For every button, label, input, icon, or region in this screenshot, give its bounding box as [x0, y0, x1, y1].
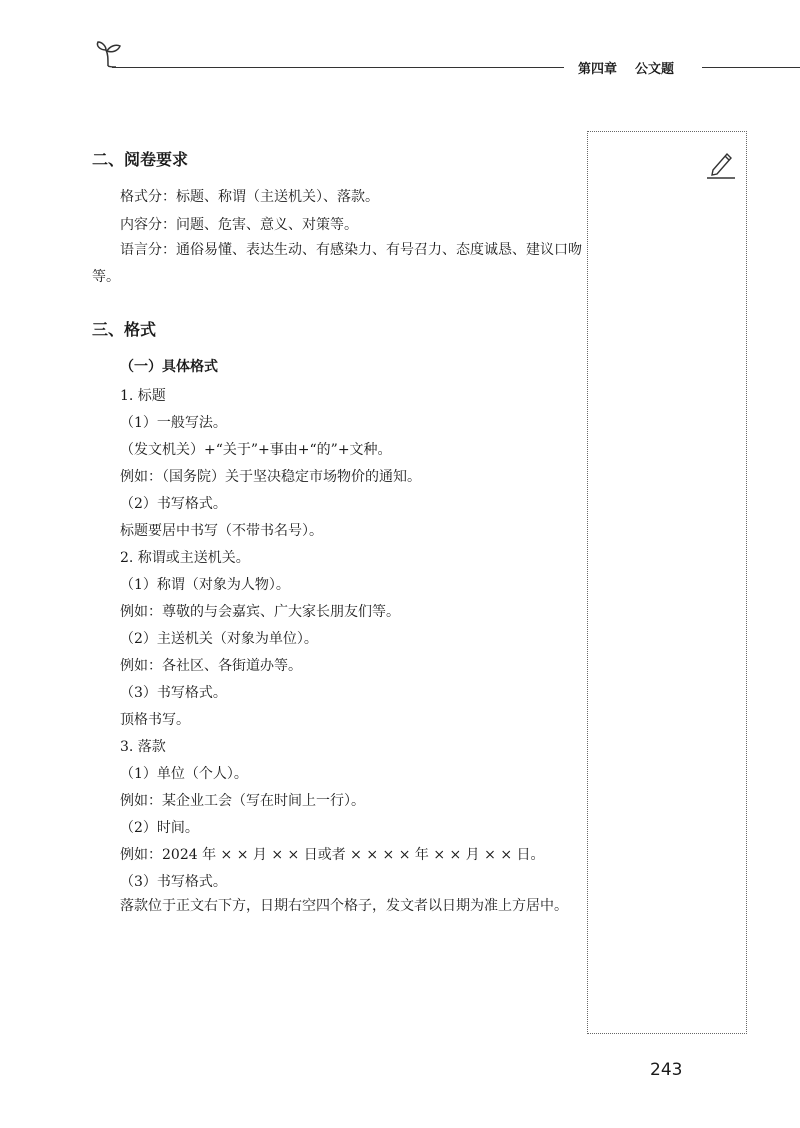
sprout-icon [92, 38, 124, 70]
chapter-header [578, 58, 692, 77]
signature-placement-paragraph: 落款位于正文右下方，日期右空四个格子，发文者以日期为准上方居中。 [120, 898, 568, 914]
item-date-example: 例如：2024 年 × × 月 × × 日或者 × × × × 年 × × 月 × × 日。 [120, 847, 545, 863]
item-flush-left: 顶格书写。 [120, 712, 190, 728]
item-recipient-org: （2）主送机关（对象为单位）。 [120, 631, 318, 647]
item-example: 例如：（国务院）关于坚决稳定市场物价的通知。 [120, 469, 421, 485]
notes-box [587, 131, 747, 1034]
chapter-number: 第四章 [578, 62, 618, 77]
item-general-form: （1）一般写法。 [120, 415, 227, 431]
item-formula: （发文机关）+“关于”+事由+“的”+文种。 [120, 442, 392, 458]
item-writing-format: （3）书写格式。 [120, 685, 227, 701]
item-salutation-person: （1）称谓（对象为人物）。 [120, 577, 290, 593]
item-writing-format: （2）书写格式。 [120, 496, 227, 512]
grading-item-format: 格式分：标题、称谓（主送机关）、落款。 [120, 189, 379, 205]
pencil-icon [705, 148, 737, 180]
grading-item-language: 语言分：通俗易懂、表达生动、有感染力、有号召力、态度诚恳、建议口吻等。 [92, 242, 582, 285]
header-rule-left [112, 67, 564, 68]
page-number: 243 [650, 1060, 683, 1080]
item-title: 1. 标题 [120, 388, 166, 404]
item-signature: 3. 落款 [120, 739, 166, 755]
item-example: 例如：尊敬的与会嘉宾、广大家长朋友们等。 [120, 604, 400, 620]
item-unit: （1）单位（个人）。 [120, 766, 248, 782]
item-time: （2）时间。 [120, 820, 199, 836]
header-rule-right [702, 67, 800, 68]
item-center-title: 标题要居中书写（不带书名号）。 [120, 523, 323, 539]
section-heading-2: 二、阅卷要求 [92, 150, 189, 169]
section-heading-3: 三、格式 [92, 320, 157, 339]
item-example: 例如：某企业工会（写在时间上一行）。 [120, 793, 365, 809]
subsection-heading: （一）具体格式 [120, 359, 218, 375]
chapter-title: 公文题 [635, 62, 675, 77]
item-example: 例如：各社区、各街道办等。 [120, 658, 302, 674]
grading-item-content: 内容分：问题、危害、意义、对策等。 [120, 217, 358, 233]
item-writing-format: （3）书写格式。 [120, 874, 227, 890]
item-salutation: 2. 称谓或主送机关。 [120, 550, 250, 566]
